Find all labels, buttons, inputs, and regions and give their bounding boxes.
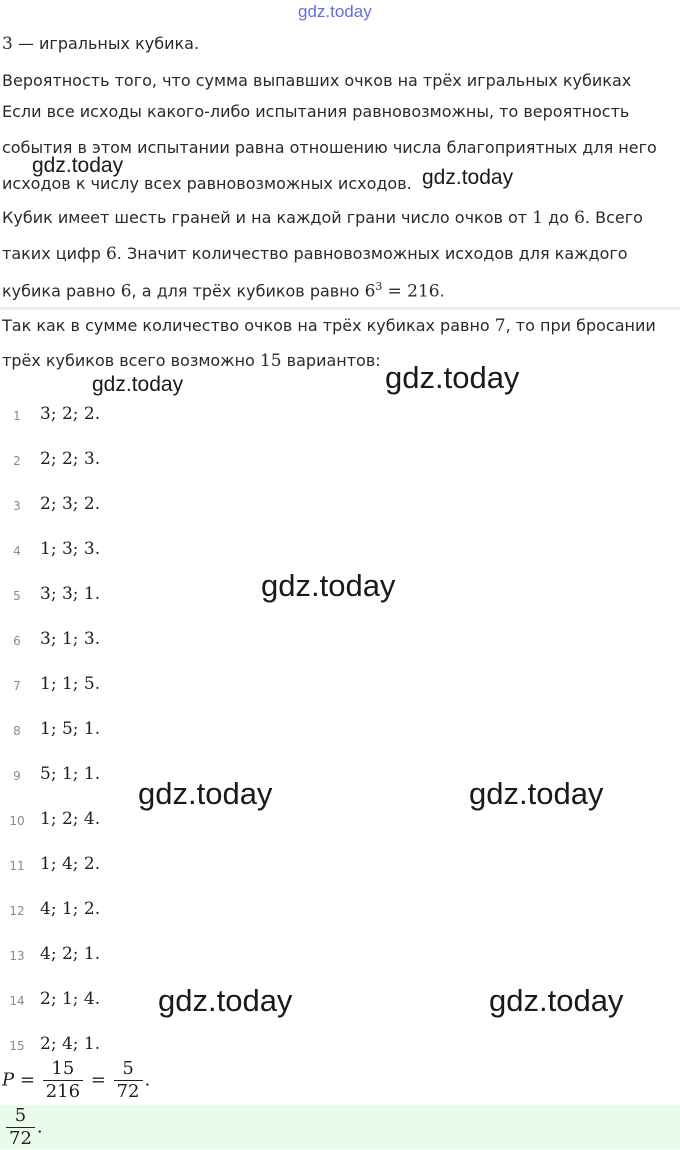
intro-line-5: исходов к числу всех равновозможных исходов.	[2, 174, 412, 193]
list-item-value: 1; 4; 2.	[40, 854, 101, 874]
intro-line-3: Если все исходы какого-либо испытания равновозможны, то вероятность	[2, 102, 630, 121]
list-item-number: 15	[9, 1039, 25, 1053]
answer-fraction: $\frac{5}{72}$ .	[4, 1105, 43, 1150]
list-item-number: 7	[13, 679, 21, 693]
fraction-15-216: $\frac{15}{216}$	[43, 1058, 83, 1103]
watermark: gdz.today	[489, 983, 624, 1018]
list-item-number: 4	[13, 544, 21, 558]
list-item-value: 2; 4; 1.	[40, 1034, 101, 1054]
list-item-number: 13	[9, 949, 25, 963]
watermark: gdz.today	[92, 373, 184, 396]
list-item-value: 5; 1; 1.	[40, 764, 101, 784]
intro-line-7: таких цифр 6. Значит количество равновозможных исходов для каждого	[2, 244, 628, 264]
list-item	[0, 404, 300, 428]
list-item-value: 2; 2; 3.	[40, 449, 101, 469]
list-item	[0, 539, 300, 563]
intro-line-1: 3 — игральных кубика.	[2, 34, 200, 54]
list-item	[0, 854, 300, 878]
watermark: gdz.today	[158, 983, 293, 1018]
list-item-number: 3	[13, 499, 21, 513]
list-item-value: 1; 5; 1.	[40, 719, 101, 739]
watermark-top: gdz.today	[298, 2, 372, 21]
list-item-number: 8	[13, 724, 21, 738]
probability-formula: P = $\frac{15}{216}$ = $\frac{5}{72}$ .	[2, 1058, 151, 1102]
intro-line-6: Кубик имеет шесть граней и на каждой грани число очков от 1 до 6. Всего	[2, 208, 643, 228]
list-item	[0, 719, 300, 743]
sum-line-1: Так как в сумме количество очков на трёх кубиках равно 7, то при бросании	[2, 316, 656, 336]
list-item-value: 4; 2; 1.	[40, 944, 101, 964]
list-item-value: 3; 2; 2.	[40, 404, 101, 424]
intro-line-4: события в этом испытании равна отношению числа благоприятных для него	[2, 138, 657, 157]
watermark: gdz.today	[422, 166, 514, 189]
watermark: gdz.today	[469, 776, 604, 811]
watermark: gdz.today	[261, 568, 396, 603]
list-item-number: 1	[13, 409, 21, 423]
list-item-value: 1; 2; 4.	[40, 809, 101, 829]
list-item	[0, 1034, 300, 1058]
list-item	[0, 944, 300, 968]
list-item	[0, 449, 300, 473]
intro-line-2: Вероятность того, что сумма выпавших очков на трёх игральных кубиках	[2, 71, 632, 90]
list-item-value: 2; 1; 4.	[40, 989, 101, 1009]
list-item-value: 3; 3; 1.	[40, 584, 101, 604]
fraction-5-72: $\frac{5}{72}$	[114, 1058, 143, 1103]
list-item-number: 2	[13, 454, 21, 468]
watermark: gdz.today	[32, 154, 124, 177]
list-item-number: 6	[13, 634, 21, 648]
intro-line-8: кубика равно 6, а для трёх кубиков равно $6^3 = 216$.	[2, 280, 445, 302]
list-item-value: 1; 1; 5.	[40, 674, 101, 694]
list-item	[0, 584, 300, 608]
list-item	[0, 809, 300, 833]
watermark: gdz.today	[385, 360, 520, 395]
answer-box	[0, 1105, 680, 1149]
list-item-number: 5	[13, 589, 21, 603]
list-item	[0, 629, 300, 653]
list-item-value: 1; 3; 3.	[40, 539, 101, 559]
watermark: gdz.today	[138, 776, 273, 811]
sum-line-2: трёх кубиков всего возможно 15 вариантов:	[2, 351, 381, 371]
list-item-value: 2; 3; 2.	[40, 494, 101, 514]
list-item-value: 3; 1; 3.	[40, 629, 101, 649]
list-item	[0, 674, 300, 698]
list-item	[0, 494, 300, 518]
list-item-number: 9	[13, 769, 21, 783]
list-item-number: 12	[9, 904, 25, 918]
list-item-number: 10	[9, 814, 25, 828]
list-item-number: 11	[9, 859, 25, 873]
list-item	[0, 899, 300, 923]
list-item-number: 14	[9, 994, 25, 1008]
list-item-value: 4; 1; 2.	[40, 899, 101, 919]
